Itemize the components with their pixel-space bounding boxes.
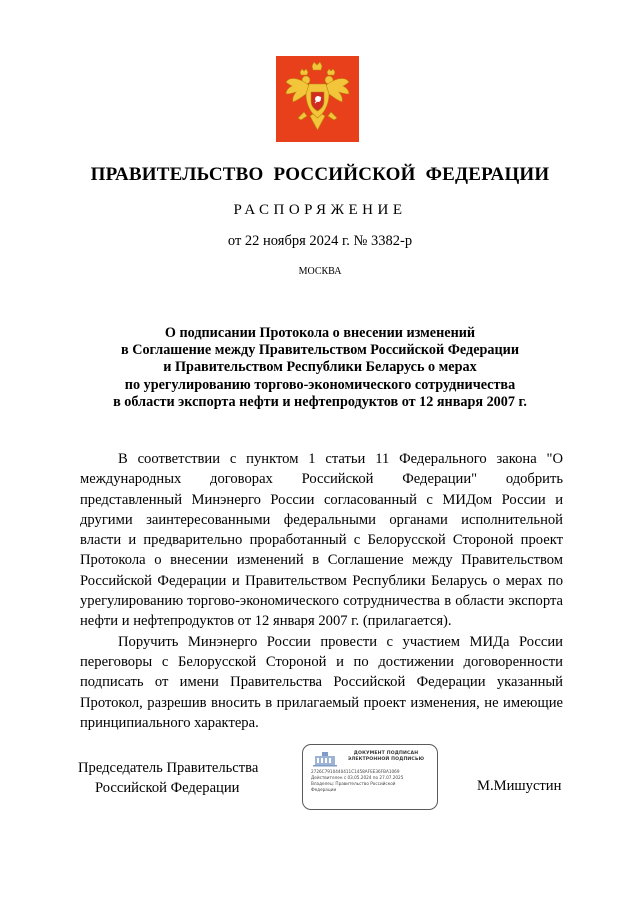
subject-line: в области экспорта нефти и нефтепродуктов от 12 января 2007 г. xyxy=(113,393,527,410)
stamp-heading-line: ДОКУМЕНТ ПОДПИСАН xyxy=(353,751,419,756)
stamp-owner: Владелец: Правительство Российской xyxy=(311,781,396,786)
stamp-heading xyxy=(337,751,435,763)
stamp-owner: Федерации xyxy=(311,787,337,792)
subject-line: О подписании Протокола о внесении изменений xyxy=(164,325,476,341)
coat-of-arms-emblem xyxy=(276,56,359,142)
body-paragraph: В соответствии с пунктом 1 статьи 11 Федерального закона "О международных договорах Российской Федерации" одобрить представленный Минэнерго России согласованный с МИДом России и другими заинтересованными федеральными органами исполнительной власти и предварительно проработанный с Белорусской Стороной проект Протокола о внесении изменений в Соглашение между Правительством Российской Федерации и Правительством Республики Беларусь о мерах по урегулированию торгово-экономического сотрудничества в области экспорта нефти и нефтепродуктов от 12 января 2007 г. (прилагается). xyxy=(80,451,563,630)
position-line: Российской Федерации xyxy=(95,780,240,796)
document-type: РАСПОРЯЖЕНИЕ xyxy=(233,202,407,218)
subject-line: в Соглашение между Правительством Российской Федерации xyxy=(120,342,520,359)
body-paragraph: Поручить Минэнерго России провести с участием МИДа России переговоры с Белорусской Стороной и по достижении договоренности подписать от имени Правительства Российской Федерации указанный Протокол, разрешив вносить в прилагаемый проект изменения, не имеющие принципиального характера. xyxy=(80,633,563,731)
stamp-details xyxy=(311,769,435,793)
document-city: МОСКВА xyxy=(298,266,342,277)
subject-line: и Правительством Республики Беларусь о мерах xyxy=(163,359,477,376)
signatory-position xyxy=(78,758,288,798)
russian-coat-of-arms-icon xyxy=(276,56,359,142)
signatory-name: М.Мишустин xyxy=(477,778,562,794)
title-word: ПРАВИТЕЛЬСТВО xyxy=(90,164,264,185)
position-line: Председатель Правительства xyxy=(78,760,259,776)
document-body xyxy=(80,449,563,733)
stamp-certificate: 2726C7910440411C1458AFEE36FBA1069 xyxy=(311,769,400,774)
document-date-number: от 22 ноября 2024 г. № 3382-р xyxy=(227,233,413,249)
document-subject xyxy=(60,325,580,411)
title-word: РОССИЙСКОЙ xyxy=(273,164,416,185)
issuer-title xyxy=(0,164,640,186)
electronic-signature-stamp xyxy=(302,744,438,810)
stamp-heading-line: ЭЛЕКТРОННОЙ ПОДПИСЬЮ xyxy=(347,757,425,763)
title-word: ФЕДЕРАЦИИ xyxy=(425,164,550,185)
subject-line: по урегулированию торгово-экономического сотрудничества xyxy=(124,376,516,393)
government-building-icon xyxy=(312,751,340,767)
stamp-validity: Действителен с 03.05.2024 по 27.07.2025 xyxy=(311,775,404,780)
